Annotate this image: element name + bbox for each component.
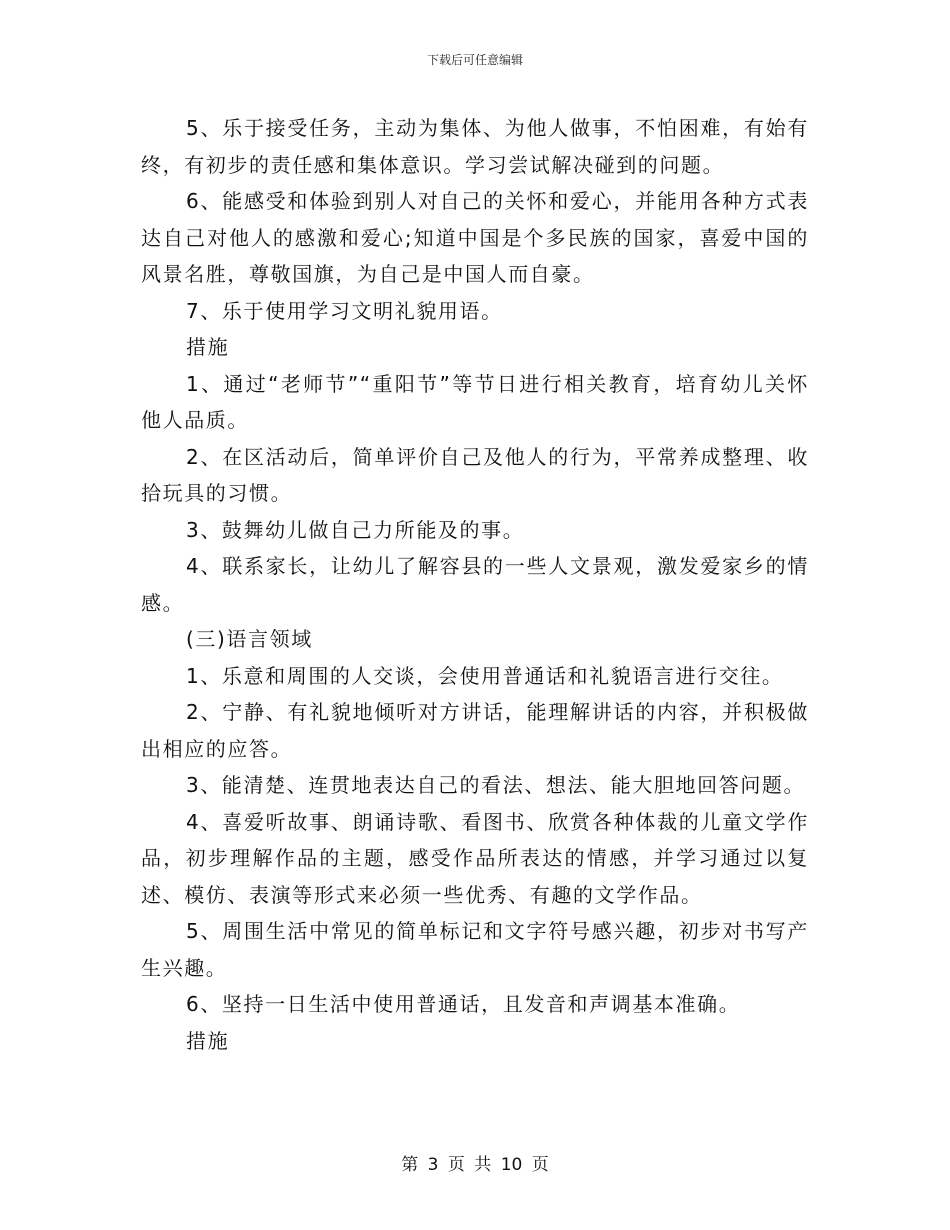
paragraph-language-6: 6、坚持一日生活中使用普通话，且发音和声调基本准确。 (186, 992, 741, 1016)
paragraph-measure-1: 1、通过“老师节”“重阳节”等节日进行相关教育，培育幼儿关怀他人品质。 (141, 371, 809, 432)
paragraph-language-2: 2、宁静、有礼貌地倾听对方讲话，能理解讲话的内容，并积极做出相应的应答。 (141, 700, 809, 761)
section-heading-measures: 措施 (186, 335, 230, 359)
paragraph-goal-6: 6、能感受和体验到别人对自己的关怀和爱心，并能用各种方式表达自己对他人的感激和爱心;知道中国是个多民族的国家，喜爱中国的风景名胜，尊敬国旗，为自己是中国人而自豪。 (141, 189, 809, 286)
paragraph-measure-4: 4、联系家长，让幼儿了解容县的一些人文景观，激发爱家乡的情感。 (141, 554, 809, 615)
paragraph-language-4: 4、喜爱听故事、朗诵诗歌、看图书、欣赏各种体裁的儿童文学作品，初步理解作品的主题，感受作品所表达的情感，并学习通过以复述、模仿、表演等形式来必须一些优秀、有趣的文学作品。 (141, 809, 809, 907)
paragraph-measure-2: 2、在区活动后，简单评价自己及他人的行为，平常养成整理、收拾玩具的习惯。 (141, 444, 809, 505)
paragraph-language-1: 1、乐意和周围的人交谈，会使用普通话和礼貌语言进行交往。 (186, 663, 784, 688)
document-body (141, 110, 809, 1059)
paragraph-language-3: 3、能清楚、连贯地表达自己的看法、想法、能大胆地回答问题。 (186, 773, 806, 797)
paragraph-language-5: 5、周围生活中常见的简单标记和文字符号感兴趣，初步对书写产生兴趣。 (141, 919, 809, 980)
page-header: 下载后可任意编辑 (426, 53, 523, 67)
section-heading-language: (三)语言领域 (186, 627, 313, 651)
section-heading-measures-2: 措施 (186, 1028, 230, 1053)
paragraph-measure-3: 3、鼓舞幼儿做自己力所能及的事。 (186, 517, 525, 542)
paragraph-goal-7: 7、乐于使用学习文明礼貌用语。 (186, 298, 503, 323)
page-footer: 第 3 页 共 10 页 (401, 1155, 549, 1175)
paragraph-goal-5: 5、乐于接受任务，主动为集体、为他人做事，不怕困难，有始有终，有初步的责任感和集体意识。学习尝试解决碰到的问题。 (141, 116, 809, 177)
